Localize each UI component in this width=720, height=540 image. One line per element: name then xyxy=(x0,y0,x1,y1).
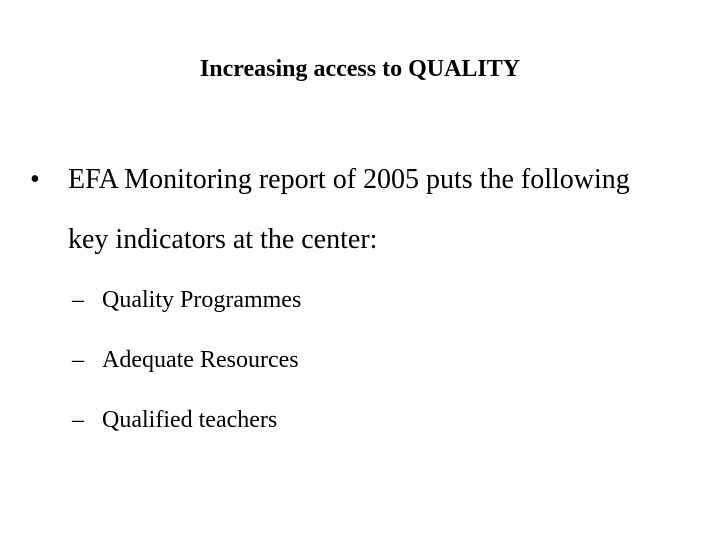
bullet-text: EFA Monitoring report of 2005 puts the following key indicators at the center: xyxy=(68,164,630,255)
sub-bullet-text: Qualified teachers xyxy=(102,407,278,433)
sub-bullet-qualified-teachers xyxy=(72,390,672,450)
sub-bullet-marker: – xyxy=(72,287,84,313)
sub-bullet-adequate-resources xyxy=(72,330,672,390)
sub-bullet-marker: – xyxy=(72,347,84,373)
bullet-marker: • xyxy=(30,164,40,195)
sub-bullet-marker: – xyxy=(72,407,84,433)
sub-bullet-text: Adequate Resources xyxy=(102,347,299,373)
sub-bullet-text: Quality Programmes xyxy=(102,287,302,313)
sub-bullet-quality-programmes xyxy=(72,270,672,330)
slide-title: Increasing access to QUALITY xyxy=(199,56,521,82)
main-bullet xyxy=(30,150,670,270)
sub-bullet-list xyxy=(72,270,672,450)
